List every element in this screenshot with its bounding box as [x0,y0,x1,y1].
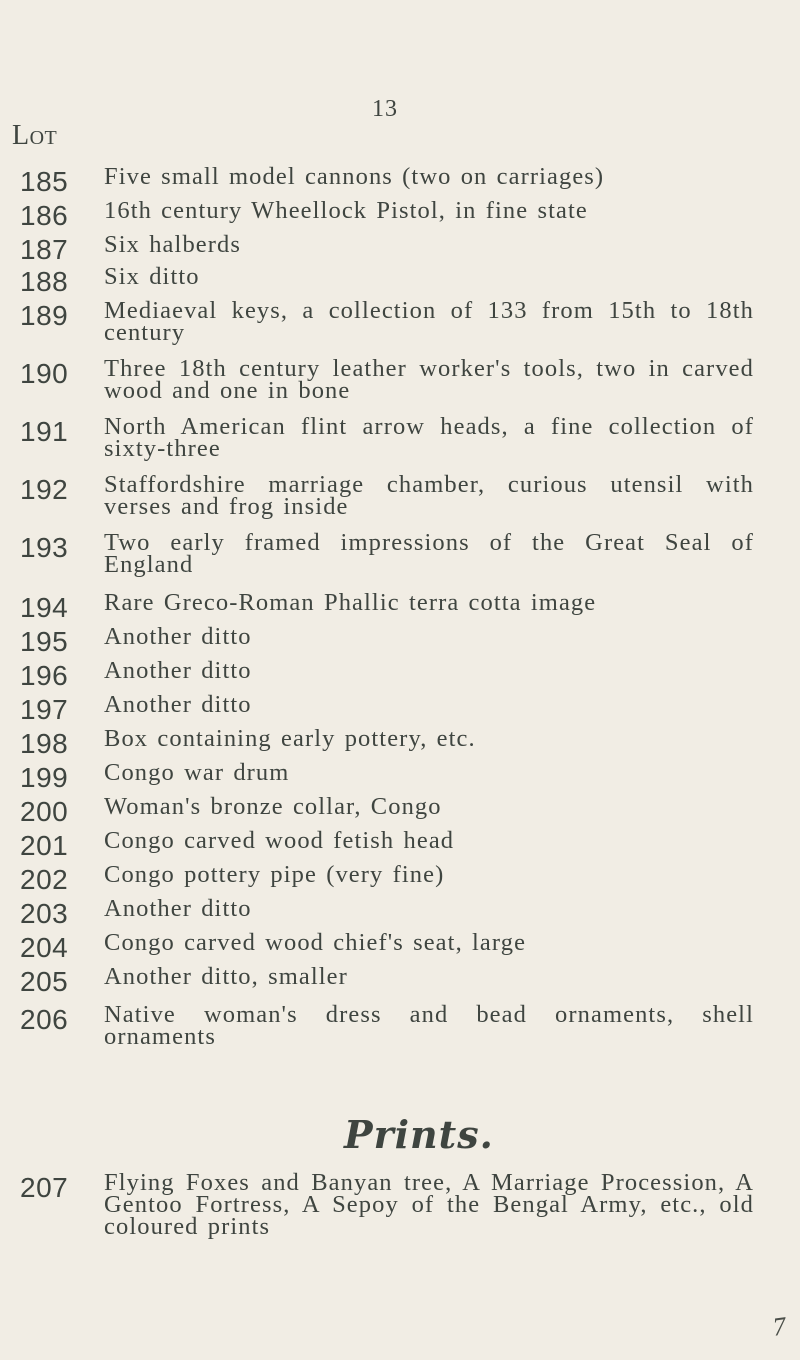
lot-number: 199 [20,762,69,793]
lot-description: Staffordshire marriage chamber, curious utensil with verses and frog inside [104,471,754,520]
lot-number: 186 [20,200,69,231]
lot-number: 204 [20,932,69,963]
lot-number: 192 [20,474,69,505]
lot-number: 202 [20,864,69,895]
lot-description: Congo carved wood fetish head [104,827,455,854]
lot-number: 187 [20,234,69,265]
margin-pencil-mark: 7 [770,1311,788,1342]
lot-description: Another ditto [104,623,252,650]
lot-number: 198 [20,728,69,759]
lot-description: Another ditto [104,691,252,718]
lot-description: Another ditto, smaller [104,963,348,990]
lot-column-header: Lot [12,120,58,151]
lot-number: 201 [20,830,69,861]
lot-description: Mediaeval keys, a collection of 133 from 15th to 18th century [104,297,754,346]
lot-description: 16th century Wheellock Pistol, in fine state [104,197,588,224]
lot-description: Six ditto [104,263,200,290]
lot-description: North American flint arrow heads, a fine collection of sixty-three [104,413,754,462]
lot-description: Native woman's dress and bead ornaments, shell ornaments [104,1001,754,1050]
lot-number: 206 [20,1004,69,1035]
lot-number: 196 [20,660,69,691]
page-number: 13 [372,96,398,122]
lot-description: Rare Greco-Roman Phallic terra cotta image [104,589,597,616]
lot-description: Congo war drum [104,759,290,786]
lot-number: 197 [20,694,69,725]
lot-number: 203 [20,898,69,929]
lot-number: 191 [20,416,69,447]
lot-description: Woman's bronze collar, Congo [104,793,442,820]
lot-number: 200 [20,796,69,827]
lot-number: 188 [20,266,69,297]
section-heading-prints: Prints. [344,1112,494,1157]
lot-description: Five small model cannons (two on carriages) [104,163,605,190]
lot-description: Two early framed impressions of the Great Seal of England [104,529,754,578]
lot-description: Six halberds [104,231,242,258]
lot-number: 195 [20,626,69,657]
lot-description: Congo carved wood chief's seat, large [104,929,527,956]
lot-number: 185 [20,166,69,197]
lot-number: 205 [20,966,69,997]
lot-description: Another ditto [104,895,252,922]
lot-description: Congo pottery pipe (very fine) [104,861,445,888]
lot-number: 189 [20,300,69,331]
lot-description: Another ditto [104,657,252,684]
lot-number: 193 [20,532,69,563]
lot-number: 194 [20,592,69,623]
lot-description: Box containing early pottery, etc. [104,725,476,752]
lot-description: Three 18th century leather worker's tools, two in carved wood and one in bone [104,355,754,404]
lot-number: 207 [20,1172,69,1203]
lot-description: Flying Foxes and Banyan tree, A Marriage Procession, A Gentoo Fortress, A Sepoy of the Bengal Army, etc., old coloured prints [104,1169,754,1240]
lot-number: 190 [20,358,69,389]
